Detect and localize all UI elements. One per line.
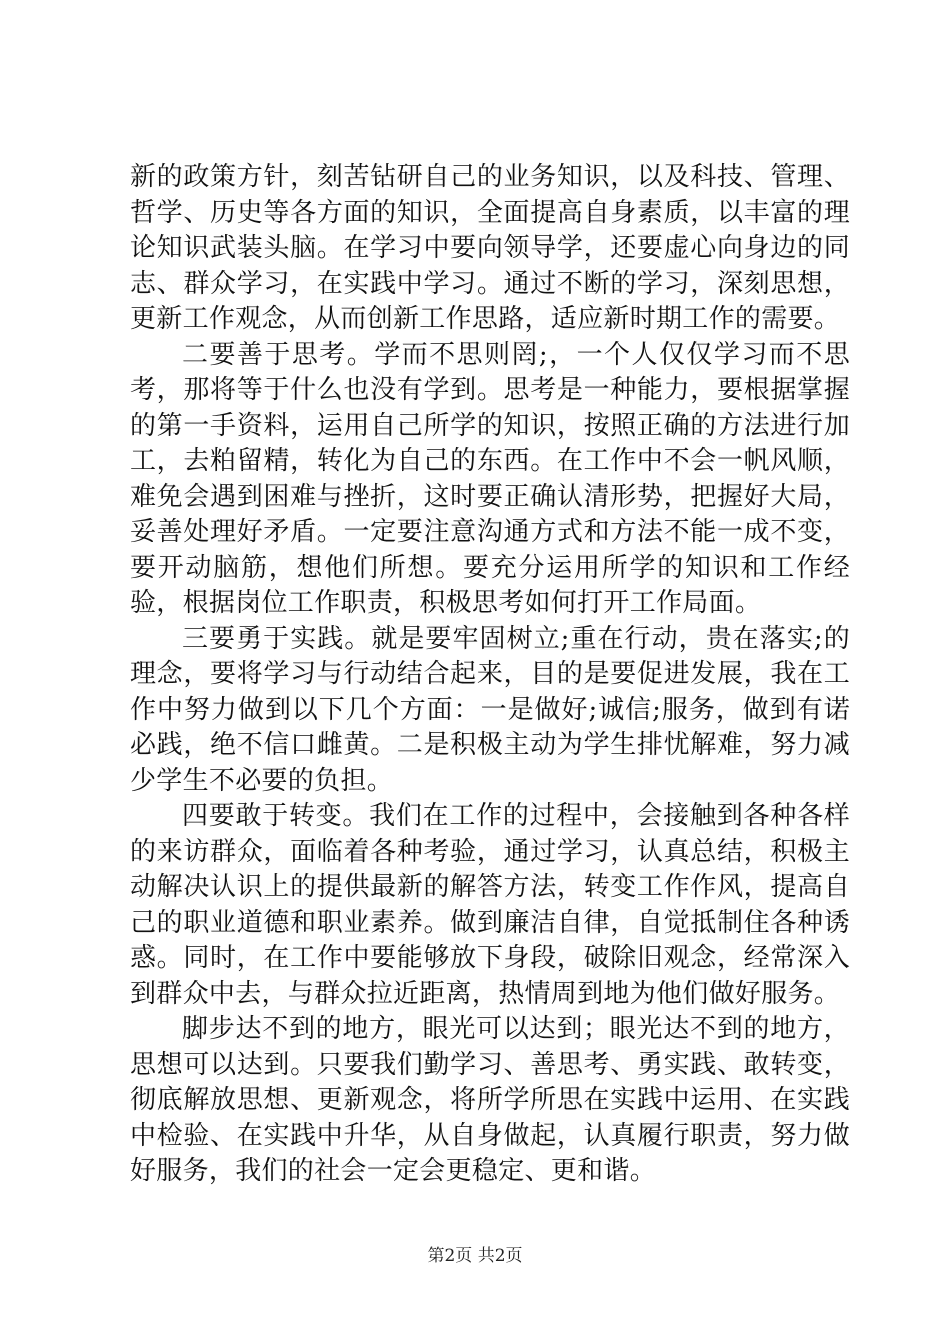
paragraph-change: 四要敢于转变。我们在工作的过程中，会接触到各种各样的来访群众，面临着各种考验，通过学习，认真总结，积极主动解决认识上的提供最新的解答方法，转变工作作风，提高自己的职业道德和职业素养。做到廉洁自律，自觉抵制住各种诱惑。同时，在工作中要能够放下身段，破除旧观念，经常深入到群众中去，与群众拉近距离，热情周到地为他们做好服务。 bbox=[130, 801, 850, 1009]
page-number-footer: 第2页 共2页 bbox=[427, 1246, 523, 1266]
paragraph-practice: 三要勇于实践。就是要牢固树立;重在行动，贵在落实;的理念，要将学习与行动结合起来，目的是要促进发展，我在工作中努力做到以下几个方面：一是做好;诚信;服务，做到有诺必践，绝不信口雌黄。二是积极主动为学生排忧解难，努力减少学生不必要的负担。 bbox=[130, 623, 850, 796]
paragraph-conclusion: 脚步达不到的地方，眼光可以达到；眼光达不到的地方，思想可以达到。只要我们勤学习、善思考、勇实践、敢转变，彻底解放思想、更新观念，将所学所思在实践中运用、在实践中检验、在实践中升华，从自身做起，认真履行职责，努力做好服务，我们的社会一定会更稳定、更和谐。 bbox=[130, 1014, 850, 1186]
document-body bbox=[130, 160, 850, 1190]
paragraph-continuation: 新的政策方针，刻苦钻研自己的业务知识，以及科技、管理、哲学、历史等各方面的知识，全面提高自身素质，以丰富的理论知识武装头脑。在学习中要向领导学，还要虚心向身边的同志、群众学习，在实践中学习。通过不断的学习，深刻思想，更新工作观念，从而创新工作思路，适应新时期工作的需要。 bbox=[130, 162, 850, 334]
paragraph-thinking: 二要善于思考。学而不思则罔;，一个人仅仅学习而不思考，那将等于什么也没有学到。思考是一种能力，要根据掌握的第一手资料，运用自己所学的知识，按照正确的方法进行加工，去粕留精，转化为自己的东西。在工作中不会一帆风顺，难免会遇到困难与挫折，这时要正确认清形势，把握好大局，妥善处理好矛盾。一定要注意沟通方式和方法不能一成不变，要开动脑筋，想他们所想。要充分运用所学的知识和工作经验，根据岗位工作职责，积极思考如何打开工作局面。 bbox=[130, 339, 850, 618]
